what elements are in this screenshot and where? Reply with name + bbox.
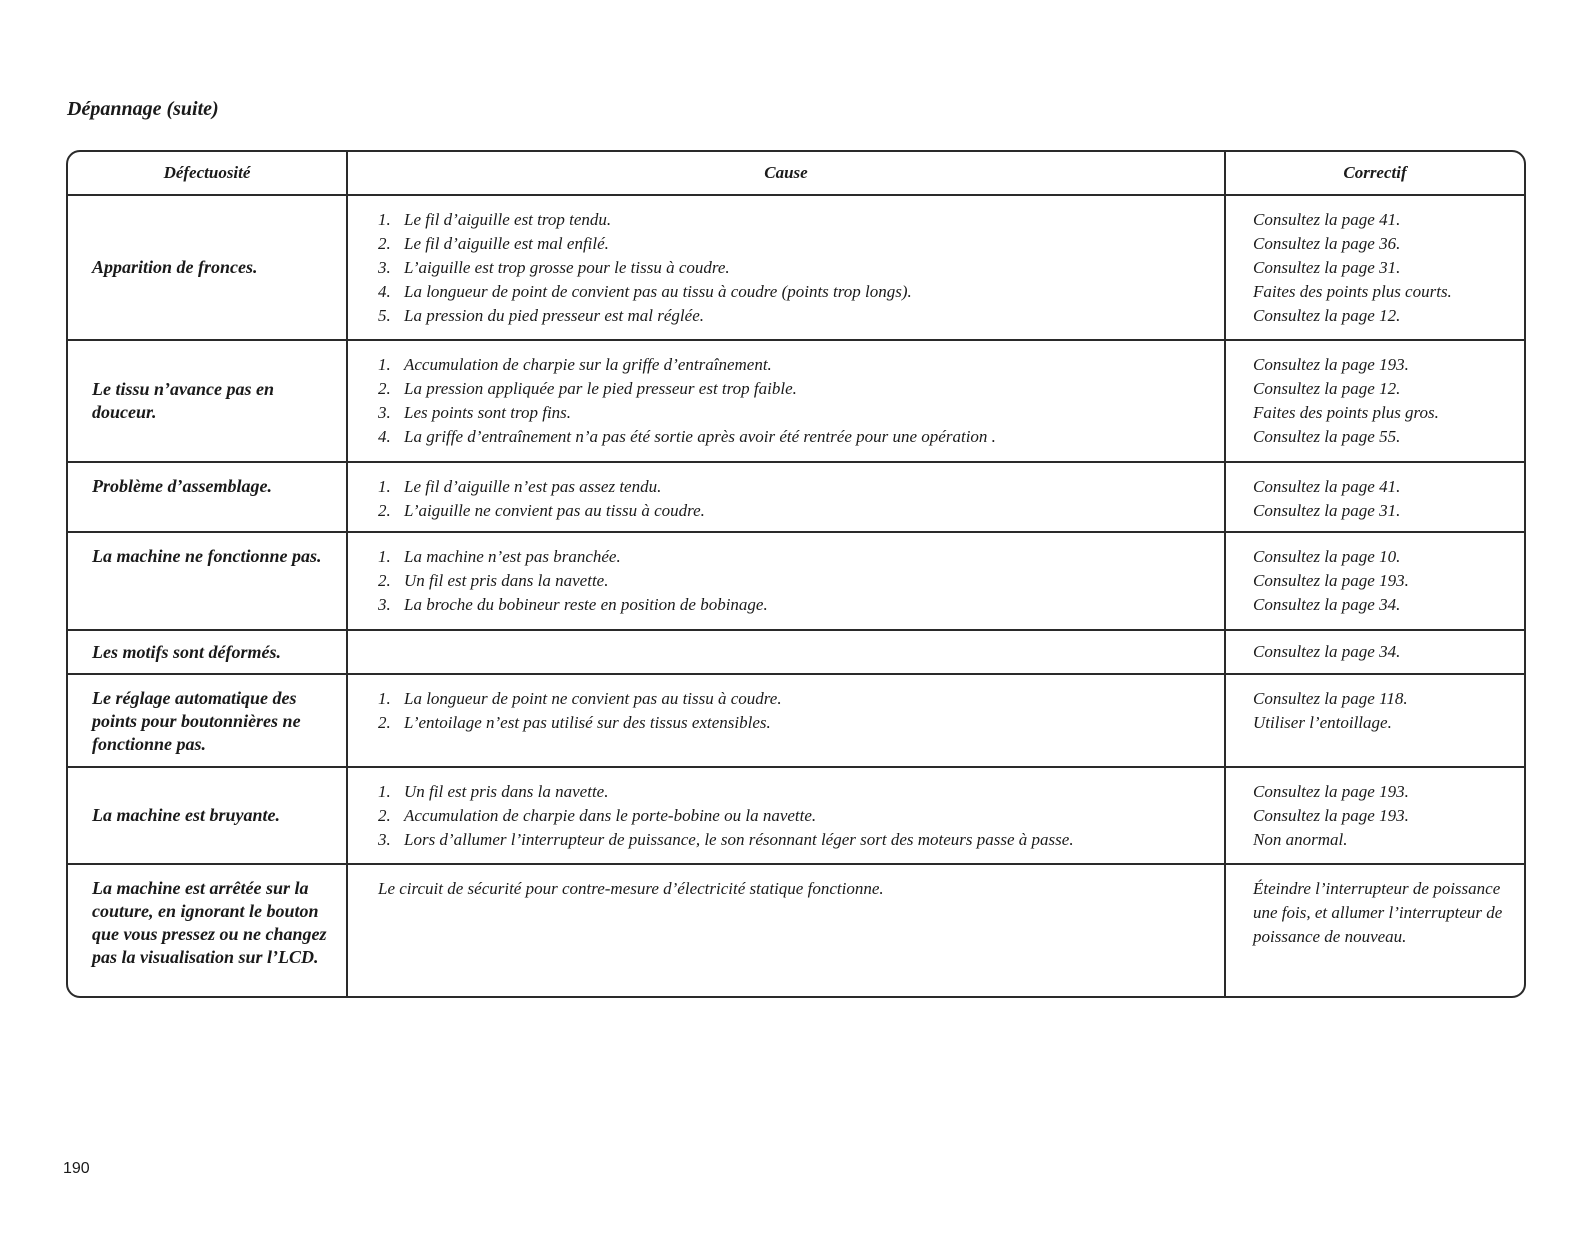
cause-item: 1. Un fil est pris dans la navette. — [378, 782, 609, 801]
fix-item: Consultez la page 12. — [1253, 306, 1401, 325]
fix-cell — [1225, 864, 1524, 996]
table-row — [68, 674, 1524, 767]
fix-item: Consultez la page 10. — [1253, 547, 1401, 566]
page-number: 190 — [63, 1160, 90, 1177]
fix-item: Faites des points plus courts. — [1253, 282, 1452, 301]
cause-item: 1. Le fil d’aiguille n’est pas assez tendu. — [378, 477, 662, 496]
cause-item: 2. Le fil d’aiguille est mal enfilé. — [378, 234, 609, 253]
cause-text: Le circuit de sécurité pour contre-mesure d’électricité statique fonctionne. — [378, 879, 884, 898]
table-row — [68, 195, 1524, 340]
cause-cell — [347, 532, 1225, 630]
cause-item: 4. La longueur de point de convient pas au tissu à coudre (points trop longs). — [378, 282, 912, 301]
fix-item: Consultez la page 31. — [1253, 258, 1401, 277]
cause-item: 1. La machine n’est pas branchée. — [378, 547, 621, 566]
fix-cell — [1225, 462, 1524, 532]
cause-cell — [347, 462, 1225, 532]
table-row — [68, 630, 1524, 674]
cause-cell — [347, 630, 1225, 674]
fix-cell — [1225, 767, 1524, 864]
header-cause: Cause — [347, 152, 1225, 195]
troubleshooting-table — [66, 150, 1526, 998]
table-header-row — [68, 152, 1524, 195]
cause-cell — [347, 864, 1225, 996]
fix-cell — [1225, 674, 1524, 767]
defect-cell: La machine ne fonctionne pas. — [68, 532, 347, 630]
header-defect: Défectuosité — [68, 152, 347, 195]
fix-item: Non anormal. — [1253, 830, 1348, 849]
cause-item: 4. La griffe d’entraînement n’a pas été sortie après avoir été rentrée pour une opération . — [378, 427, 996, 446]
section-title: Dépannage (suite) — [67, 98, 219, 120]
defect-cell: Le tissu n’avance pas en douceur. — [68, 340, 347, 462]
fix-item: Faites des points plus gros. — [1253, 403, 1439, 422]
table-row — [68, 767, 1524, 864]
cause-item: 3. Les points sont trop fins. — [378, 403, 572, 422]
fix-item: Consultez la page 193. — [1253, 806, 1409, 825]
fix-item: Consultez la page 36. — [1253, 234, 1401, 253]
cause-item: 3. La broche du bobineur reste en position de bobinage. — [378, 595, 768, 614]
defect-cell: La machine est arrêtée sur la couture, en ignorant le bouton que vous pressez ou ne changez pas la visualisation sur l’LCD. — [68, 864, 347, 996]
cause-item: 2. Accumulation de charpie dans le porte-bobine ou la navette. — [378, 806, 817, 825]
defect-cell: Apparition de fronces. — [68, 195, 347, 340]
cause-item: 2. La pression appliquée par le pied presseur est trop faible. — [378, 379, 797, 398]
table-row — [68, 340, 1524, 462]
table-row — [68, 532, 1524, 630]
defect-cell: Les motifs sont déformés. — [68, 630, 347, 674]
fix-cell — [1225, 340, 1524, 462]
fix-item: Consultez la page 193. — [1253, 355, 1409, 374]
fix-item: Consultez la page 118. — [1253, 689, 1408, 708]
cause-item: 2. Un fil est pris dans la navette. — [378, 571, 609, 590]
defect-cell: Problème d’assemblage. — [68, 462, 347, 532]
fix-item: Consultez la page 12. — [1253, 379, 1401, 398]
fix-item: Utiliser l’entoillage. — [1253, 713, 1392, 732]
header-fix: Correctif — [1225, 152, 1524, 195]
cause-cell — [347, 767, 1225, 864]
fix-item: Consultez la page 34. — [1253, 595, 1401, 614]
cause-item: 5. La pression du pied presseur est mal réglée. — [378, 306, 704, 325]
cause-item: 3. Lors d’allumer l’interrupteur de puissance, le son résonnant léger sort des moteurs passe à passe. — [378, 830, 1074, 849]
table-row — [68, 864, 1524, 996]
fix-item: Consultez la page 55. — [1253, 427, 1401, 446]
cause-cell — [347, 195, 1225, 340]
fix-item: Consultez la page 41. — [1253, 477, 1401, 496]
cause-item: 1. Accumulation de charpie sur la griffe d’entraînement. — [378, 355, 772, 374]
fix-text: Éteindre l’interrupteur de poissance une fois, et allumer l’interrupteur de poissance de nouveau. — [1253, 879, 1503, 946]
fix-cell — [1225, 532, 1524, 630]
cause-item: 1. La longueur de point ne convient pas au tissu à coudre. — [378, 689, 782, 708]
fix-item: Consultez la page 193. — [1253, 782, 1409, 801]
cause-item: 2. L’entoilage n’est pas utilisé sur des tissus extensibles. — [378, 713, 771, 732]
fix-item: Consultez la page 31. — [1253, 501, 1401, 520]
fix-item: Consultez la page 41. — [1253, 210, 1401, 229]
defect-cell: La machine est bruyante. — [68, 767, 347, 864]
cause-cell — [347, 340, 1225, 462]
cause-cell — [347, 674, 1225, 767]
cause-item: 1. Le fil d’aiguille est trop tendu. — [378, 210, 612, 229]
defect-cell: Le réglage automatique des points pour boutonnières ne fonctionne pas. — [68, 674, 347, 767]
fix-cell — [1225, 195, 1524, 340]
cause-item: 3. L’aiguille est trop grosse pour le tissu à coudre. — [378, 258, 730, 277]
fix-item: Consultez la page 34. — [1253, 642, 1401, 661]
fix-item: Consultez la page 193. — [1253, 571, 1409, 590]
table-row — [68, 462, 1524, 532]
cause-item: 2. L’aiguille ne convient pas au tissu à coudre. — [378, 501, 705, 520]
fix-cell — [1225, 630, 1524, 674]
